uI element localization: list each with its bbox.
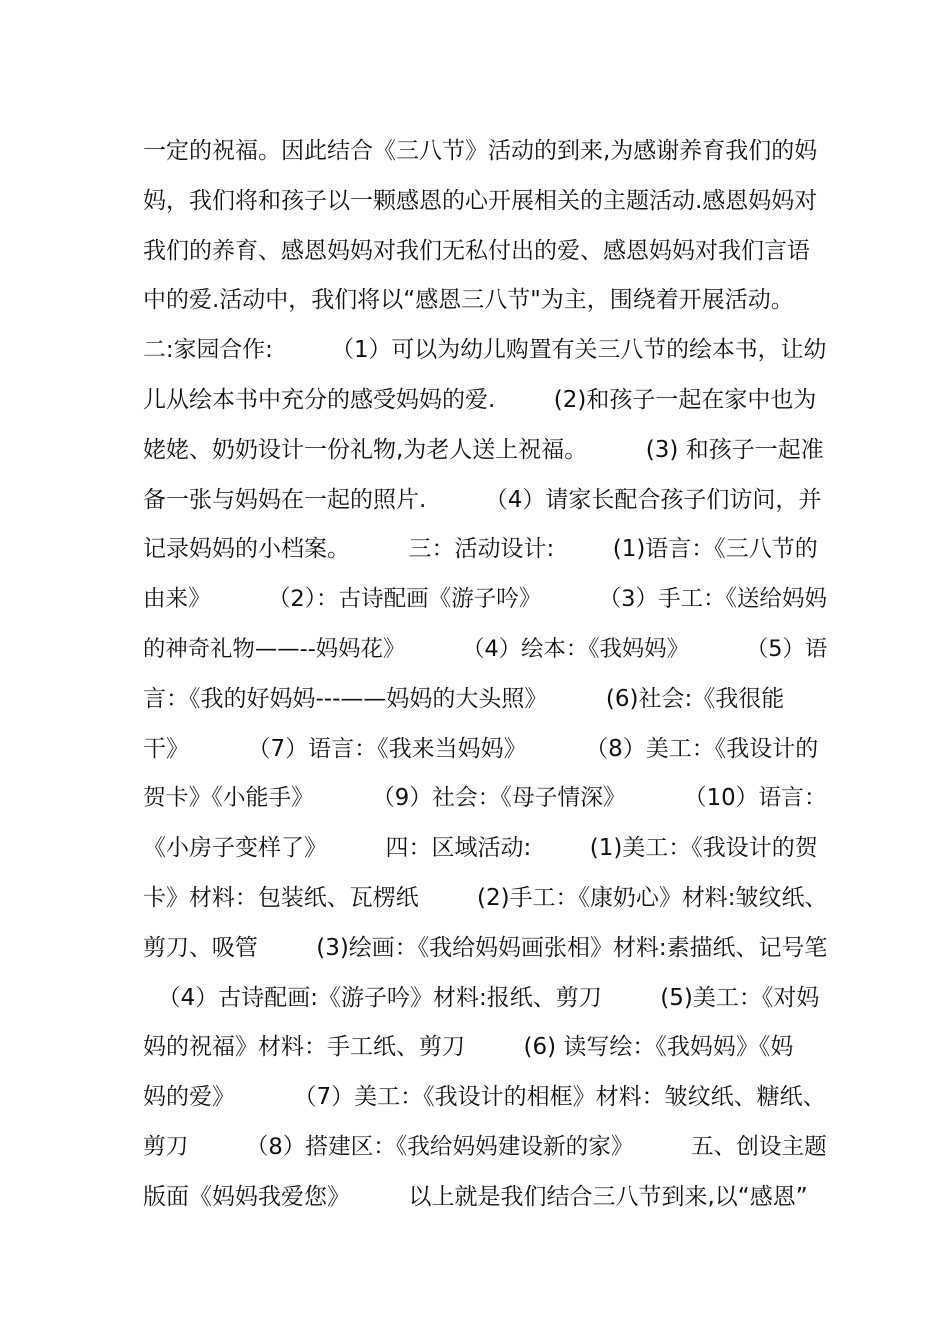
- text-line-15: 《小房子变样了》 四：区域活动: (1)美工：《我设计的贺: [143, 835, 818, 862]
- text-line-2: 妈，我们将和孩子以一颗感恩的心开展相关的主题活动.感恩妈妈对: [143, 187, 818, 214]
- document-body: [143, 127, 828, 1223]
- text-line-19: 妈的祝福》材料：手工纸、剪刀 (6) 读写绘：《我妈妈》《妈: [143, 1034, 794, 1061]
- text-line-14: 贺卡》《小能手》 （9）社会：《母子情深》 （10）语言：: [143, 785, 827, 812]
- text-line-16: 卡》材料：包装纸、瓦楞纸 (2)手工：《康奶心》材料:皱纹纸、: [143, 884, 828, 911]
- text-line-9: 记录妈妈的小档案。 三：活动设计: (1)语言：《三八节的: [143, 536, 818, 563]
- text-line-3: 我们的养育、感恩妈妈对我们无私付出的爱、感恩妈妈对我们言语: [143, 237, 810, 264]
- text-line-1: 一定的祝福。因此结合《三八节》活动的到来,为感谢养育我们的妈: [143, 138, 818, 164]
- text-line-6: 儿从绘本书中充分的感受妈妈的爱. (2)和孩子一起在家中也为: [143, 386, 817, 413]
- text-line-11: 的神奇礼物——--妈妈花》 （4）绘本：《我妈妈》 （5）语: [143, 635, 828, 662]
- text-line-17: 剪刀、吸管 (3)绘画：《我给妈妈画张相》材料:素描纸、记号笔: [143, 934, 828, 961]
- text-line-22: 版面《妈妈我爱您》 以上就是我们结合三八节到来,以“感恩”: [143, 1183, 808, 1210]
- text-line-5: 二:家园合作: （1）可以为幼儿购置有关三八节的绘本书，让幼: [143, 337, 827, 364]
- text-line-12: 言：《我的好妈妈---——妈妈的大头照》 (6)社会:《我很能: [143, 685, 785, 712]
- text-line-20: 妈的爱》 （7）美工：《我设计的相框》材料：皱纹纸、糖纸、: [143, 1084, 826, 1111]
- text-line-18: （4）古诗配画:《游子吟》材料:报纸、剪刀 (5)美工：《对妈: [143, 984, 820, 1011]
- text-line-7: 姥姥、奶奶设计一份礼物,为老人送上祝福。 (3) 和孩子一起准: [143, 436, 824, 463]
- text-line-13: 干》 （7）语言：《我来当妈妈》 （8）美工：《我设计的: [143, 735, 819, 762]
- text-line-21: 剪刀 （8）搭建区：《我给妈妈建设新的家》 五、创设主题: [143, 1133, 827, 1160]
- text-line-8: 备一张与妈妈在一起的照片. （4）请家长配合孩子们访问，并: [143, 486, 822, 513]
- text-line-4: 中的爱.活动中，我们将以“感恩三八节"为主，围绕着开展活动。: [143, 287, 794, 314]
- text-line-10: 由来》 （2）：古诗配画《游子吟》 （3）手工：《送给妈妈: [143, 586, 828, 613]
